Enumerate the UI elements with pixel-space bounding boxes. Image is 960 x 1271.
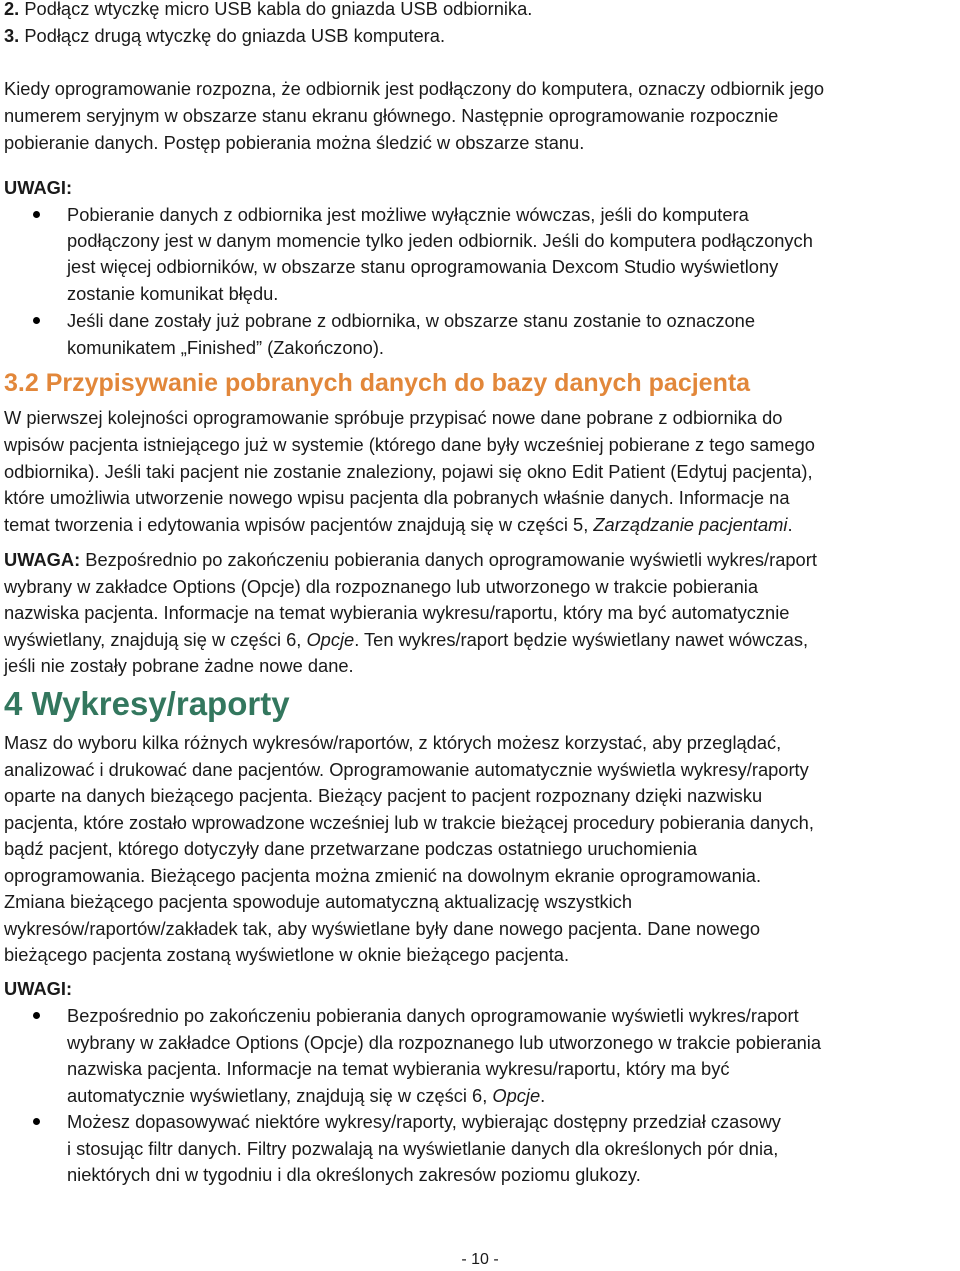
- section-3-2-p2-line-2: wybrany w zakładce Options (Opcje) dla rozpoznanego lub utworzonego w trakcie pobierania: [4, 576, 759, 597]
- text-span: wyświetlany, znajdują się w części 6,: [4, 629, 307, 650]
- notes-1-bullet-1-line-4: zostanie komunikat błędu.: [67, 283, 279, 304]
- notes-1-heading: UWAGI:: [4, 177, 73, 198]
- intro-line-3: pobieranie danych. Postęp pobierania można śledzić w obszarze stanu.: [4, 132, 585, 153]
- bullet-icon: [33, 1012, 40, 1019]
- section-3-2-p1-line-1: W pierwszej kolejności oprogramowanie spróbuje przypisać nowe dane pobrane z odbiornika do: [4, 407, 783, 428]
- step-3: [4, 23, 952, 49]
- text-span: .: [787, 514, 793, 535]
- text-span: automatycznie wyświetlany, znajdują się w części 6,: [67, 1085, 493, 1106]
- notes-2-bullet-1-line-4: [67, 1083, 952, 1109]
- section-3-2-p2-line-3: nazwiska pacjenta. Informacje na temat wybierania wykresu/raportu, który ma być automatycznie: [4, 602, 790, 623]
- section-3-2-heading: 3.2 Przypisywanie pobranych danych do bazy danych pacjenta: [4, 369, 751, 397]
- cross-reference: Opcje: [492, 1085, 541, 1106]
- step-2: [4, 0, 952, 22]
- notes-2-heading: UWAGI:: [4, 978, 73, 999]
- cross-reference: Opcje: [306, 629, 355, 650]
- notes-2-bullet-1-line-1: Bezpośrednio po zakończeniu pobierania danych oprogramowanie wyświetli wykres/raport: [67, 1005, 799, 1026]
- note-label: UWAGA:: [4, 549, 81, 570]
- section-3-2-p1-line-4: które umożliwia utworzenie nowego wpisu pacjenta dla pobranych właśnie danych. Informacje na: [4, 487, 790, 508]
- notes-2-bullet-2-line-2: i stosując filtr danych. Filtry pozwalają na wyświetlanie danych dla określonych pór dnia,: [67, 1138, 779, 1159]
- intro-line-2: numerem seryjnym w obszarze stanu ekranu głównego. Następnie oprogramowanie rozpocznie: [4, 105, 779, 126]
- notes-1-bullet-2-line-2: komunikatem „Finished” (Zakończono).: [67, 337, 384, 358]
- step-2-text: Podłącz wtyczkę micro USB kabla do gniazda USB odbiornika.: [19, 0, 533, 19]
- step-2-number: 2.: [4, 0, 20, 19]
- notes-2-bullet-2-line-3: niektórych dni w tygodniu i dla określonych zakresów poziomu glukozy.: [67, 1164, 641, 1185]
- section-4-line-3: oparte na danych bieżącego pacjenta. Bieżący pacjent to pacjent rozpoznany dzięki nazwisku: [4, 785, 763, 806]
- section-4-line-9: bieżącego pacjenta zostaną wyświetlone w oknie bieżącego pacjenta.: [4, 944, 570, 965]
- step-3-text: Podłącz drugą wtyczkę do gniazda USB komputera.: [19, 25, 446, 46]
- bullet-icon: [33, 211, 40, 218]
- section-4-line-8: wykresów/raportów/zakładek tak, aby wyświetlane były dane nowego pacjenta. Dane nowego: [4, 918, 761, 939]
- section-3-2-p2-line-1: [4, 547, 952, 573]
- section-4-line-6: oprogramowania. Bieżącego pacjenta można zmienić na dowolnym ekranie oprogramowania.: [4, 865, 762, 886]
- page-number: - 10 -: [461, 1251, 499, 1268]
- notes-1-bullet-2-line-1: Jeśli dane zostały już pobrane z odbiornika, w obszarze stanu zostanie to oznaczone: [67, 310, 755, 331]
- step-3-number: 3.: [4, 25, 20, 46]
- text-span: .: [540, 1085, 546, 1106]
- bullet-icon: [33, 317, 40, 324]
- text-span: temat tworzenia i edytowania wpisów pacjentów znajdują się w części 5,: [4, 514, 594, 535]
- text-span: Bezpośrednio po zakończeniu pobierania danych oprogramowanie wyświetli wykres/raport: [80, 549, 817, 570]
- cross-reference: Zarządzanie pacjentami: [593, 514, 788, 535]
- notes-2-bullet-1-line-2: wybrany w zakładce Options (Opcje) dla rozpoznanego lub utworzonego w trakcie pobierania: [67, 1032, 822, 1053]
- section-3-2-p1-line-2: wpisów pacjenta istniejącego już w systemie (którego dane były wcześniej pobierane z tego samego: [4, 434, 815, 455]
- section-3-2-p1-line-5: [4, 512, 952, 538]
- notes-2-bullet-2-line-1: Możesz dopasowywać niektóre wykresy/raporty, wybierając dostępny przedział czasowy: [67, 1111, 781, 1132]
- notes-1-bullet-1-line-1: Pobieranie danych z odbiornika jest możliwe wyłącznie wówczas, jeśli do komputera: [67, 204, 749, 225]
- section-4-line-4: pacjenta, które zostało wprowadzone wcześniej lub w trakcie bieżącej procedury pobierania danych,: [4, 812, 814, 833]
- text-span: . Ten wykres/raport będzie wyświetlany nawet wówczas,: [354, 629, 809, 650]
- section-4-line-5: bądź pacjent, którego dotyczyły dane przetwarzane podczas ostatniego uruchomienia: [4, 838, 698, 859]
- section-3-2-p2-line-5: jeśli nie zostały pobrane żadne nowe dane.: [4, 655, 354, 676]
- notes-1-bullet-1-line-2: podłączony jest w danym momencie tylko jeden odbiornik. Jeśli do komputera podłączonych: [67, 230, 813, 251]
- section-3-2-p2-line-4: [4, 627, 952, 653]
- section-4-line-7: Zmiana bieżącego pacjenta spowoduje automatyczną aktualizację wszystkich: [4, 891, 632, 912]
- notes-1-bullet-1-line-3: jest więcej odbiorników, w obszarze stanu oprogramowania Dexcom Studio wyświetlony: [67, 256, 779, 277]
- section-3-2-p1-line-3: odbiornika). Jeśli taki pacjent nie zostanie znaleziony, pojawi się okno Edit Patient (Edytuj pacjenta),: [4, 461, 813, 482]
- section-4-line-1: Masz do wyboru kilka różnych wykresów/raportów, z których możesz korzystać, aby przeglądać,: [4, 732, 782, 753]
- intro-line-1: Kiedy oprogramowanie rozpozna, że odbiornik jest podłączony do komputera, oznaczy odbiornik jego: [4, 78, 825, 99]
- notes-2-bullet-1-line-3: nazwiska pacjenta. Informacje na temat wybierania wykresu/raportu, który ma być: [67, 1058, 730, 1079]
- bullet-icon: [33, 1118, 40, 1125]
- section-4-line-2: analizować i drukować dane pacjentów. Oprogramowanie automatycznie wyświetla wykresy/raporty: [4, 759, 809, 780]
- section-4-heading: 4 Wykresy/raporty: [4, 685, 290, 722]
